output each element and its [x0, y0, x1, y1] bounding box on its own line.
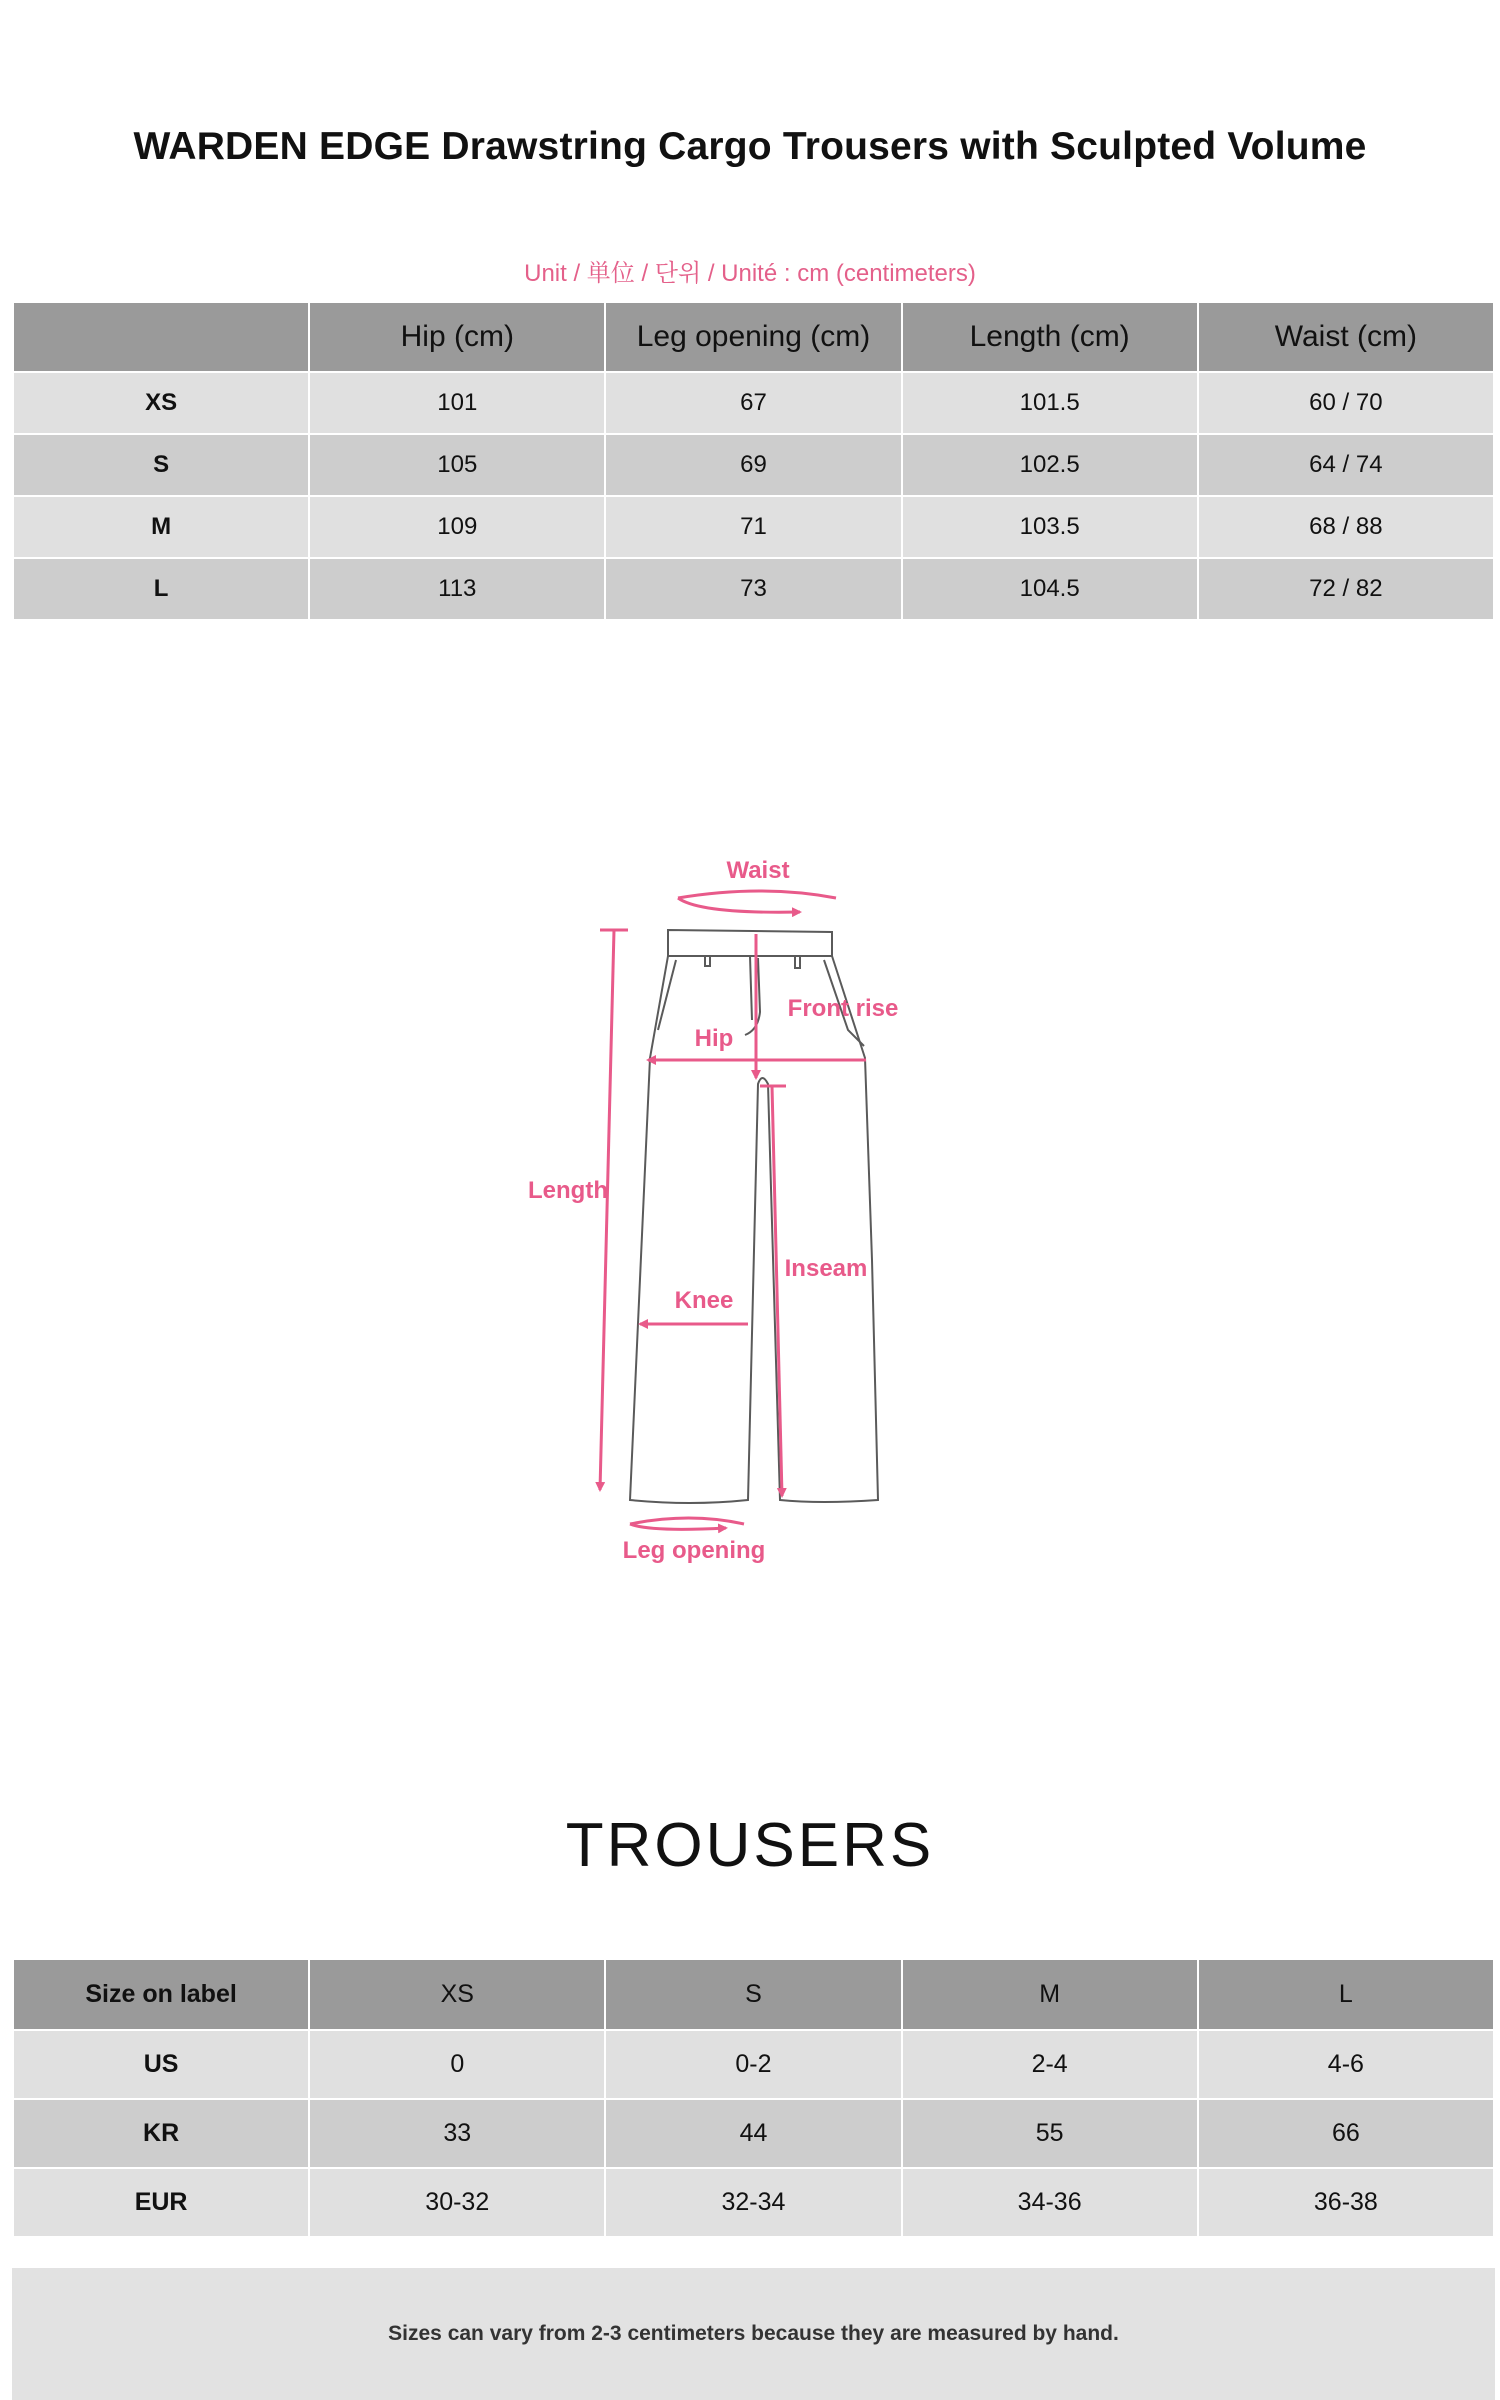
disclaimer-text: Sizes can vary from 2-3 centimeters because they are measured by hand. — [388, 2322, 1119, 2345]
table-cell: 103.5 — [903, 495, 1197, 557]
table-cell: 67 — [606, 371, 900, 433]
table-row — [14, 2167, 1493, 2236]
trousers-measurement-diagram — [500, 840, 1000, 1580]
row-label: EUR — [14, 2167, 308, 2236]
header-cell: Waist (cm) — [1199, 303, 1493, 371]
hip-label: Hip — [694, 1025, 734, 1052]
inseam-label: Inseam — [784, 1255, 868, 1282]
waist-arc — [678, 891, 836, 898]
table-cell: 55 — [903, 2098, 1197, 2167]
header-cell: S — [606, 1960, 900, 2029]
table-row — [14, 2029, 1493, 2098]
table-row — [14, 495, 1493, 557]
table-cell: 68 / 88 — [1199, 495, 1493, 557]
table-cell: 101 — [310, 371, 604, 433]
table-cell: 2-4 — [903, 2029, 1197, 2098]
page-title: WARDEN EDGE Drawstring Cargo Trousers with Sculpted Volume — [133, 125, 1367, 168]
table-cell: 64 / 74 — [1199, 433, 1493, 495]
knee-label: Knee — [674, 1287, 734, 1314]
table-cell: 104.5 — [903, 557, 1197, 619]
length-label: Length — [528, 1177, 608, 1204]
row-label: KR — [14, 2098, 308, 2167]
header-cell: M — [903, 1960, 1197, 2029]
table-cell: 71 — [606, 495, 900, 557]
table-cell: 105 — [310, 433, 604, 495]
table-row — [14, 557, 1493, 619]
row-label: US — [14, 2029, 308, 2098]
unit-note: Unit / 単位 / 단위 / Unité : cm (centimeters) — [524, 260, 976, 287]
table-cell: 66 — [1199, 2098, 1493, 2167]
leg-opening-arc — [630, 1518, 744, 1524]
table-cell: 33 — [310, 2098, 604, 2167]
header-cell: Size on label — [14, 1960, 308, 2029]
table-header-row — [14, 303, 1493, 371]
table-cell: 34-36 — [903, 2167, 1197, 2236]
table-cell: 109 — [310, 495, 604, 557]
table-row — [14, 433, 1493, 495]
waist-arrow — [678, 898, 800, 912]
table-cell: 4-6 — [1199, 2029, 1493, 2098]
waist-label: Waist — [726, 857, 790, 884]
table-cell: 0 — [310, 2029, 604, 2098]
header-cell: Hip (cm) — [310, 303, 604, 371]
leg-opening-arrow — [630, 1524, 726, 1529]
row-label: XS — [14, 371, 308, 433]
length-arrow — [600, 930, 614, 1490]
row-label: L — [14, 557, 308, 619]
table-cell: 101.5 — [903, 371, 1197, 433]
table-cell: 36-38 — [1199, 2167, 1493, 2236]
header-cell: L — [1199, 1960, 1493, 2029]
table-cell: 102.5 — [903, 433, 1197, 495]
table-cell: 69 — [606, 433, 900, 495]
header-cell: XS — [310, 1960, 604, 2029]
table-cell: 113 — [310, 557, 604, 619]
row-label: M — [14, 495, 308, 557]
header-cell — [14, 303, 308, 371]
table-cell: 60 / 70 — [1199, 371, 1493, 433]
section-title: TROUSERS — [565, 1811, 935, 1880]
row-label: S — [14, 433, 308, 495]
table-cell: 72 / 82 — [1199, 557, 1493, 619]
header-cell: Length (cm) — [903, 303, 1197, 371]
table-cell: 44 — [606, 2098, 900, 2167]
table-cell: 30-32 — [310, 2167, 604, 2236]
table-cell: 73 — [606, 557, 900, 619]
table-row — [14, 371, 1493, 433]
measurement-disclaimer — [12, 2268, 1495, 2400]
header-cell: Leg opening (cm) — [606, 303, 900, 371]
table-header-row — [14, 1960, 1493, 2029]
table-row — [14, 2098, 1493, 2167]
table-cell: 0-2 — [606, 2029, 900, 2098]
front-rise-label: Front rise — [787, 995, 899, 1022]
leg-opening-label: Leg opening — [622, 1537, 766, 1564]
size-conversion-table — [12, 1960, 1495, 2236]
size-measurement-table — [12, 303, 1495, 619]
table-cell: 32-34 — [606, 2167, 900, 2236]
